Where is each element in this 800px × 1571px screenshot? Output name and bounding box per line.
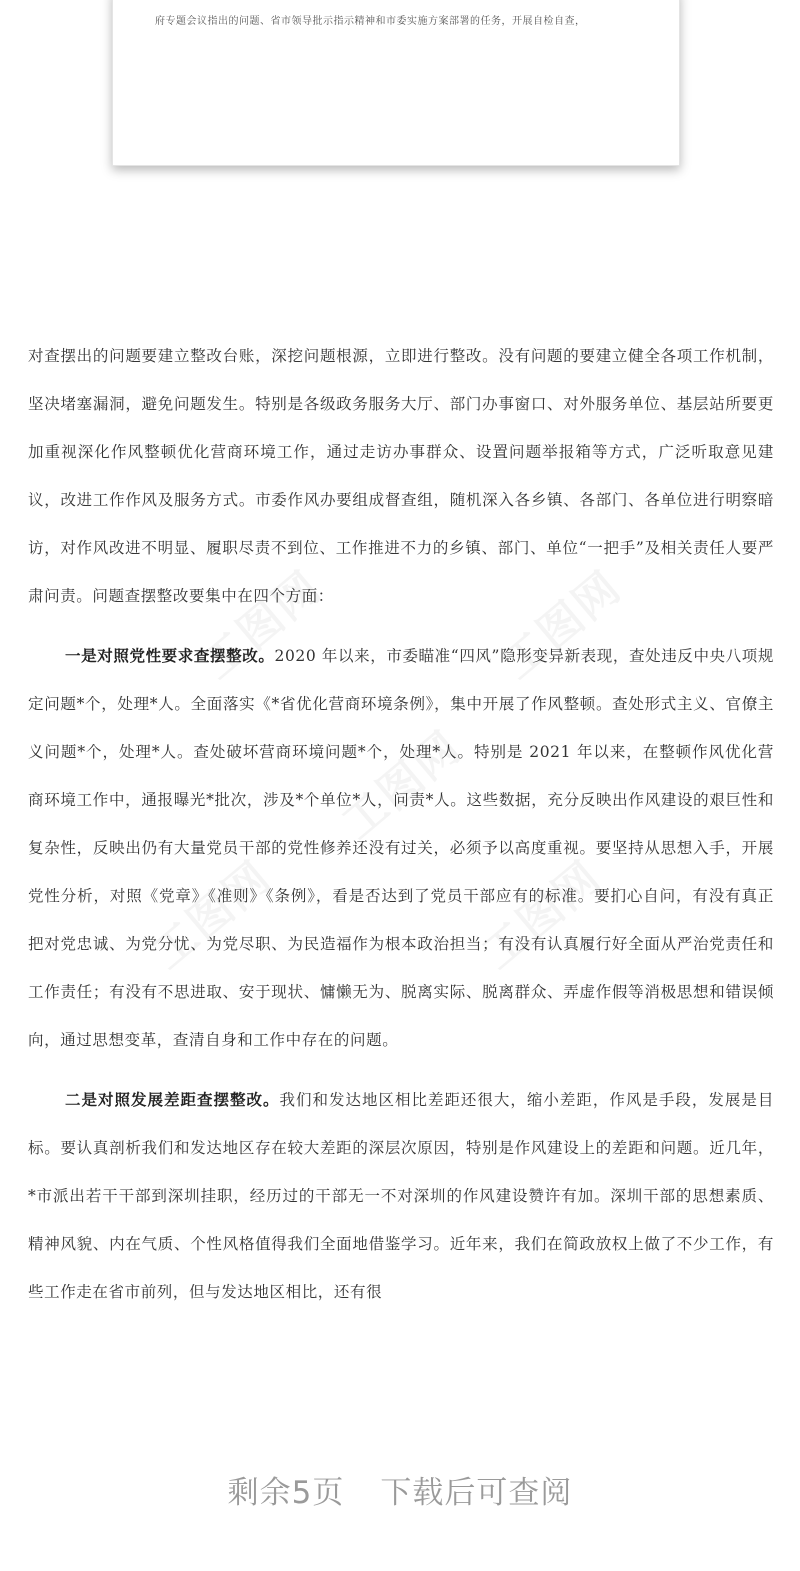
paragraph-development-gap xyxy=(28,1076,774,1316)
paragraph-heading: 二是对照发展差距查摆整改。 xyxy=(65,1090,280,1109)
paragraph-text: 我们和发达地区相比差距还很大，缩小差距，作风是手段，发展是目标。要认真剖析我们和发达地区存在较大差距的深层次原因，特别是作风建设上的差距和问题。近几年，*市派出若干干部到深圳挂职，经历过的干部无一不对深圳的作风建设赞许有加。深圳干部的思想素质、精神风貌、内在气质、个性风格值得我们全面地借鉴学习。近年来，我们在简政放权上做了不少工作，有些工作走在省市前列，但与发达地区相比，还有很 xyxy=(28,1091,774,1301)
document-body xyxy=(28,332,774,1316)
download-prompt[interactable] xyxy=(0,1467,800,1512)
paragraph-party-spirit xyxy=(28,632,774,1064)
paragraph-heading: 一是对照党性要求查摆整改。 xyxy=(65,646,275,665)
paragraph-intro: 对查摆出的问题要建立整改台账，深挖问题根源，立即进行整改。没有问题的要建立健全各项工作机制，坚决堵塞漏洞，避免问题发生。特别是各级政务服务大厅、部门办事窗口、对外服务单位、基层站所要更加重视深化作风整顿优化营商环境工作，通过走访办事群众、设置问题举报箱等方式，广泛听取意见建议，改进工作作风及服务方式。市委作风办要组成督查组，随机深入各乡镇、各部门、各单位进行明察暗访，对作风改进不明显、履职尽责不到位、工作推进不力的乡镇、部门、单位“一把手”及相关责任人要严肃问责。问题查摆整改要集中在四个方面： xyxy=(28,347,774,605)
preview-text-line: 府专题会议指出的问题、省市领导批示指示精神和市委实施方案部署的任务，开展自检自查， xyxy=(155,16,586,27)
previous-page-preview xyxy=(112,0,680,166)
paragraph-text: 2020 年以来，市委瞄准“四风”隐形变异新表现，查处违反中央八项规定问题*个，处理*人。全面落实《*省优化营商环境条例》，集中开展了作风整顿。查处形式主义、官僚主义问题*个，处理*人。查处破坏营商环境问题*个，处理*人。特别是 2021 年以来，在整顿作风优化营商环境工作中，通报曝光*批次，涉及*个单位*人，问责*人。这些数据，充分反映出作风建设的艰巨性和复杂性，反映出仍有大量党员干部的党性修养还没有过关，必须予以高度重视。要坚持从思想入手，开展党性分析，对照《党章》《准则》《条例》，看是否达到了党员干部应有的标准。要扪心自问，有没有真正把对党忠诚、为党分忧、为党尽职、为民造福作为根本政治担当；有没有认真履行好全面从严治党责任和工作责任；有没有不思进取、安于现状、慵懒无为、脱离实际、脱离群众、弄虚作假等消极思想和错误倾向，通过思想变革，查清自身和工作中存在的问题。 xyxy=(28,647,774,1049)
download-to-view-label[interactable]: 下载后可查阅 xyxy=(380,1475,573,1511)
remaining-pages-label: 剩余5页 xyxy=(227,1475,345,1511)
